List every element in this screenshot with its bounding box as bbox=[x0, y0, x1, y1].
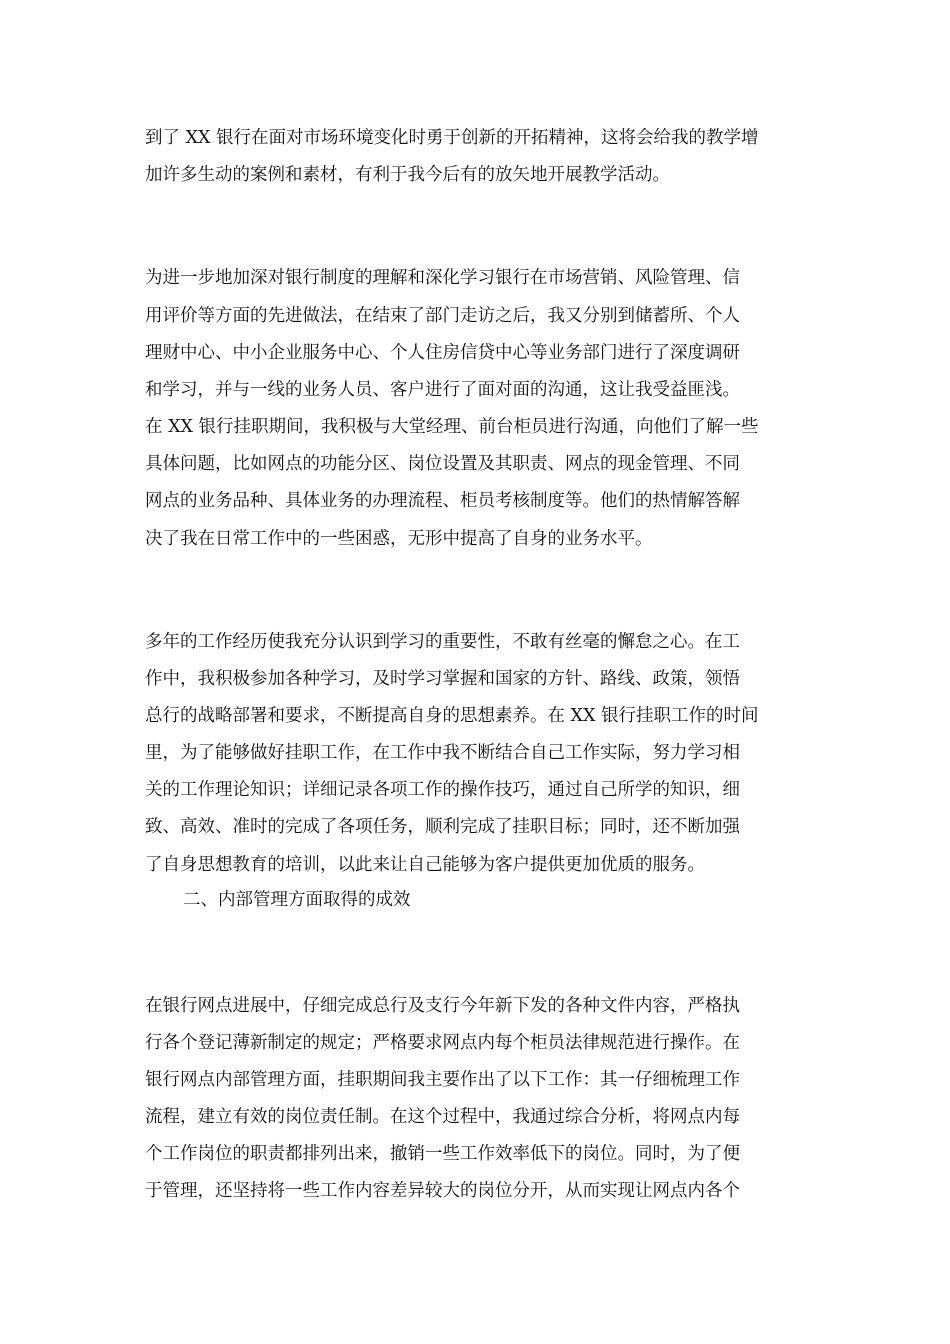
text-line: 到了 XX 银行在面对市场环境变化时勇于创新的开拓精神，这将会给我的教学增 bbox=[145, 128, 759, 148]
text-line: 和学习，并与一线的业务人员、客户进行了面对面的沟通，这让我受益匪浅。 bbox=[145, 380, 740, 400]
text-line: 里，为了能够做好挂职工作，在工作中我不断结合自己工作实际，努力学习相 bbox=[145, 743, 740, 763]
text-line: 为进一步地加深对银行制度的理解和深化学习银行在市场营销、风险管理、信 bbox=[145, 268, 740, 288]
text-line: 具体问题，比如网点的功能分区、岗位设置及其职责、网点的现金管理、不同 bbox=[145, 454, 740, 474]
text-line: 在 XX 银行挂职期间，我积极与大堂经理、前台柜员进行沟通，向他们了解一些 bbox=[145, 417, 759, 437]
text-line: 用评价等方面的先进做法，在结束了部门走访之后，我又分别到储蓄所、个人 bbox=[145, 306, 740, 326]
section-heading: 二、内部管理方面取得的成效 bbox=[183, 890, 411, 910]
text-line: 银行网点内部管理方面，挂职期间我主要作出了以下工作：其一仔细梳理工作 bbox=[145, 1070, 740, 1090]
text-line: 流程，建立有效的岗位责任制。在这个过程中，我通过综合分析，将网点内每 bbox=[145, 1107, 740, 1127]
text-line: 加许多生动的案例和素材，有利于我今后有的放矢地开展教学活动。 bbox=[145, 165, 670, 185]
text-line: 行各个登记薄新制定的规定；严格要求网点内每个柜员法律规范进行操作。在 bbox=[145, 1033, 740, 1053]
text-line: 个工作岗位的职责都排列出来，撤销一些工作效率低下的岗位。同时，为了便 bbox=[145, 1144, 740, 1164]
text-line: 致、高效、准时的完成了各项任务，顺利完成了挂职目标；同时，还不断加强 bbox=[145, 817, 740, 837]
text-line: 了自身思想教育的培训，以此来让自己能够为客户提供更加优质的服务。 bbox=[145, 855, 705, 875]
text-line: 理财中心、中小企业服务中心、个人住房信贷中心等业务部门进行了深度调研 bbox=[145, 343, 740, 363]
text-line: 于管理，还坚持将一些工作内容差异较大的岗位分开，从而实现让网点内各个 bbox=[145, 1181, 740, 1201]
text-line: 决了我在日常工作中的一些困惑，无形中提高了自身的业务水平。 bbox=[145, 529, 653, 549]
text-line: 关的工作理论知识；详细记录各项工作的操作技巧，通过自己所学的知识，细 bbox=[145, 780, 740, 800]
text-line: 总行的战略部署和要求，不断提高自身的思想素养。在 XX 银行挂职工作的时间 bbox=[145, 706, 759, 726]
text-line: 多年的工作经历使我充分认识到学习的重要性，不敢有丝毫的懈怠之心。在工 bbox=[145, 632, 740, 652]
text-line: 网点的业务品种、具体业务的办理流程、柜员考核制度等。他们的热情解答解 bbox=[145, 491, 740, 511]
text-line: 在银行网点进展中，仔细完成总行及支行今年新下发的各种文件内容，严格执 bbox=[145, 996, 740, 1016]
text-line: 作中，我积极参加各种学习，及时学习掌握和国家的方针、路线、政策，领悟 bbox=[145, 669, 740, 689]
